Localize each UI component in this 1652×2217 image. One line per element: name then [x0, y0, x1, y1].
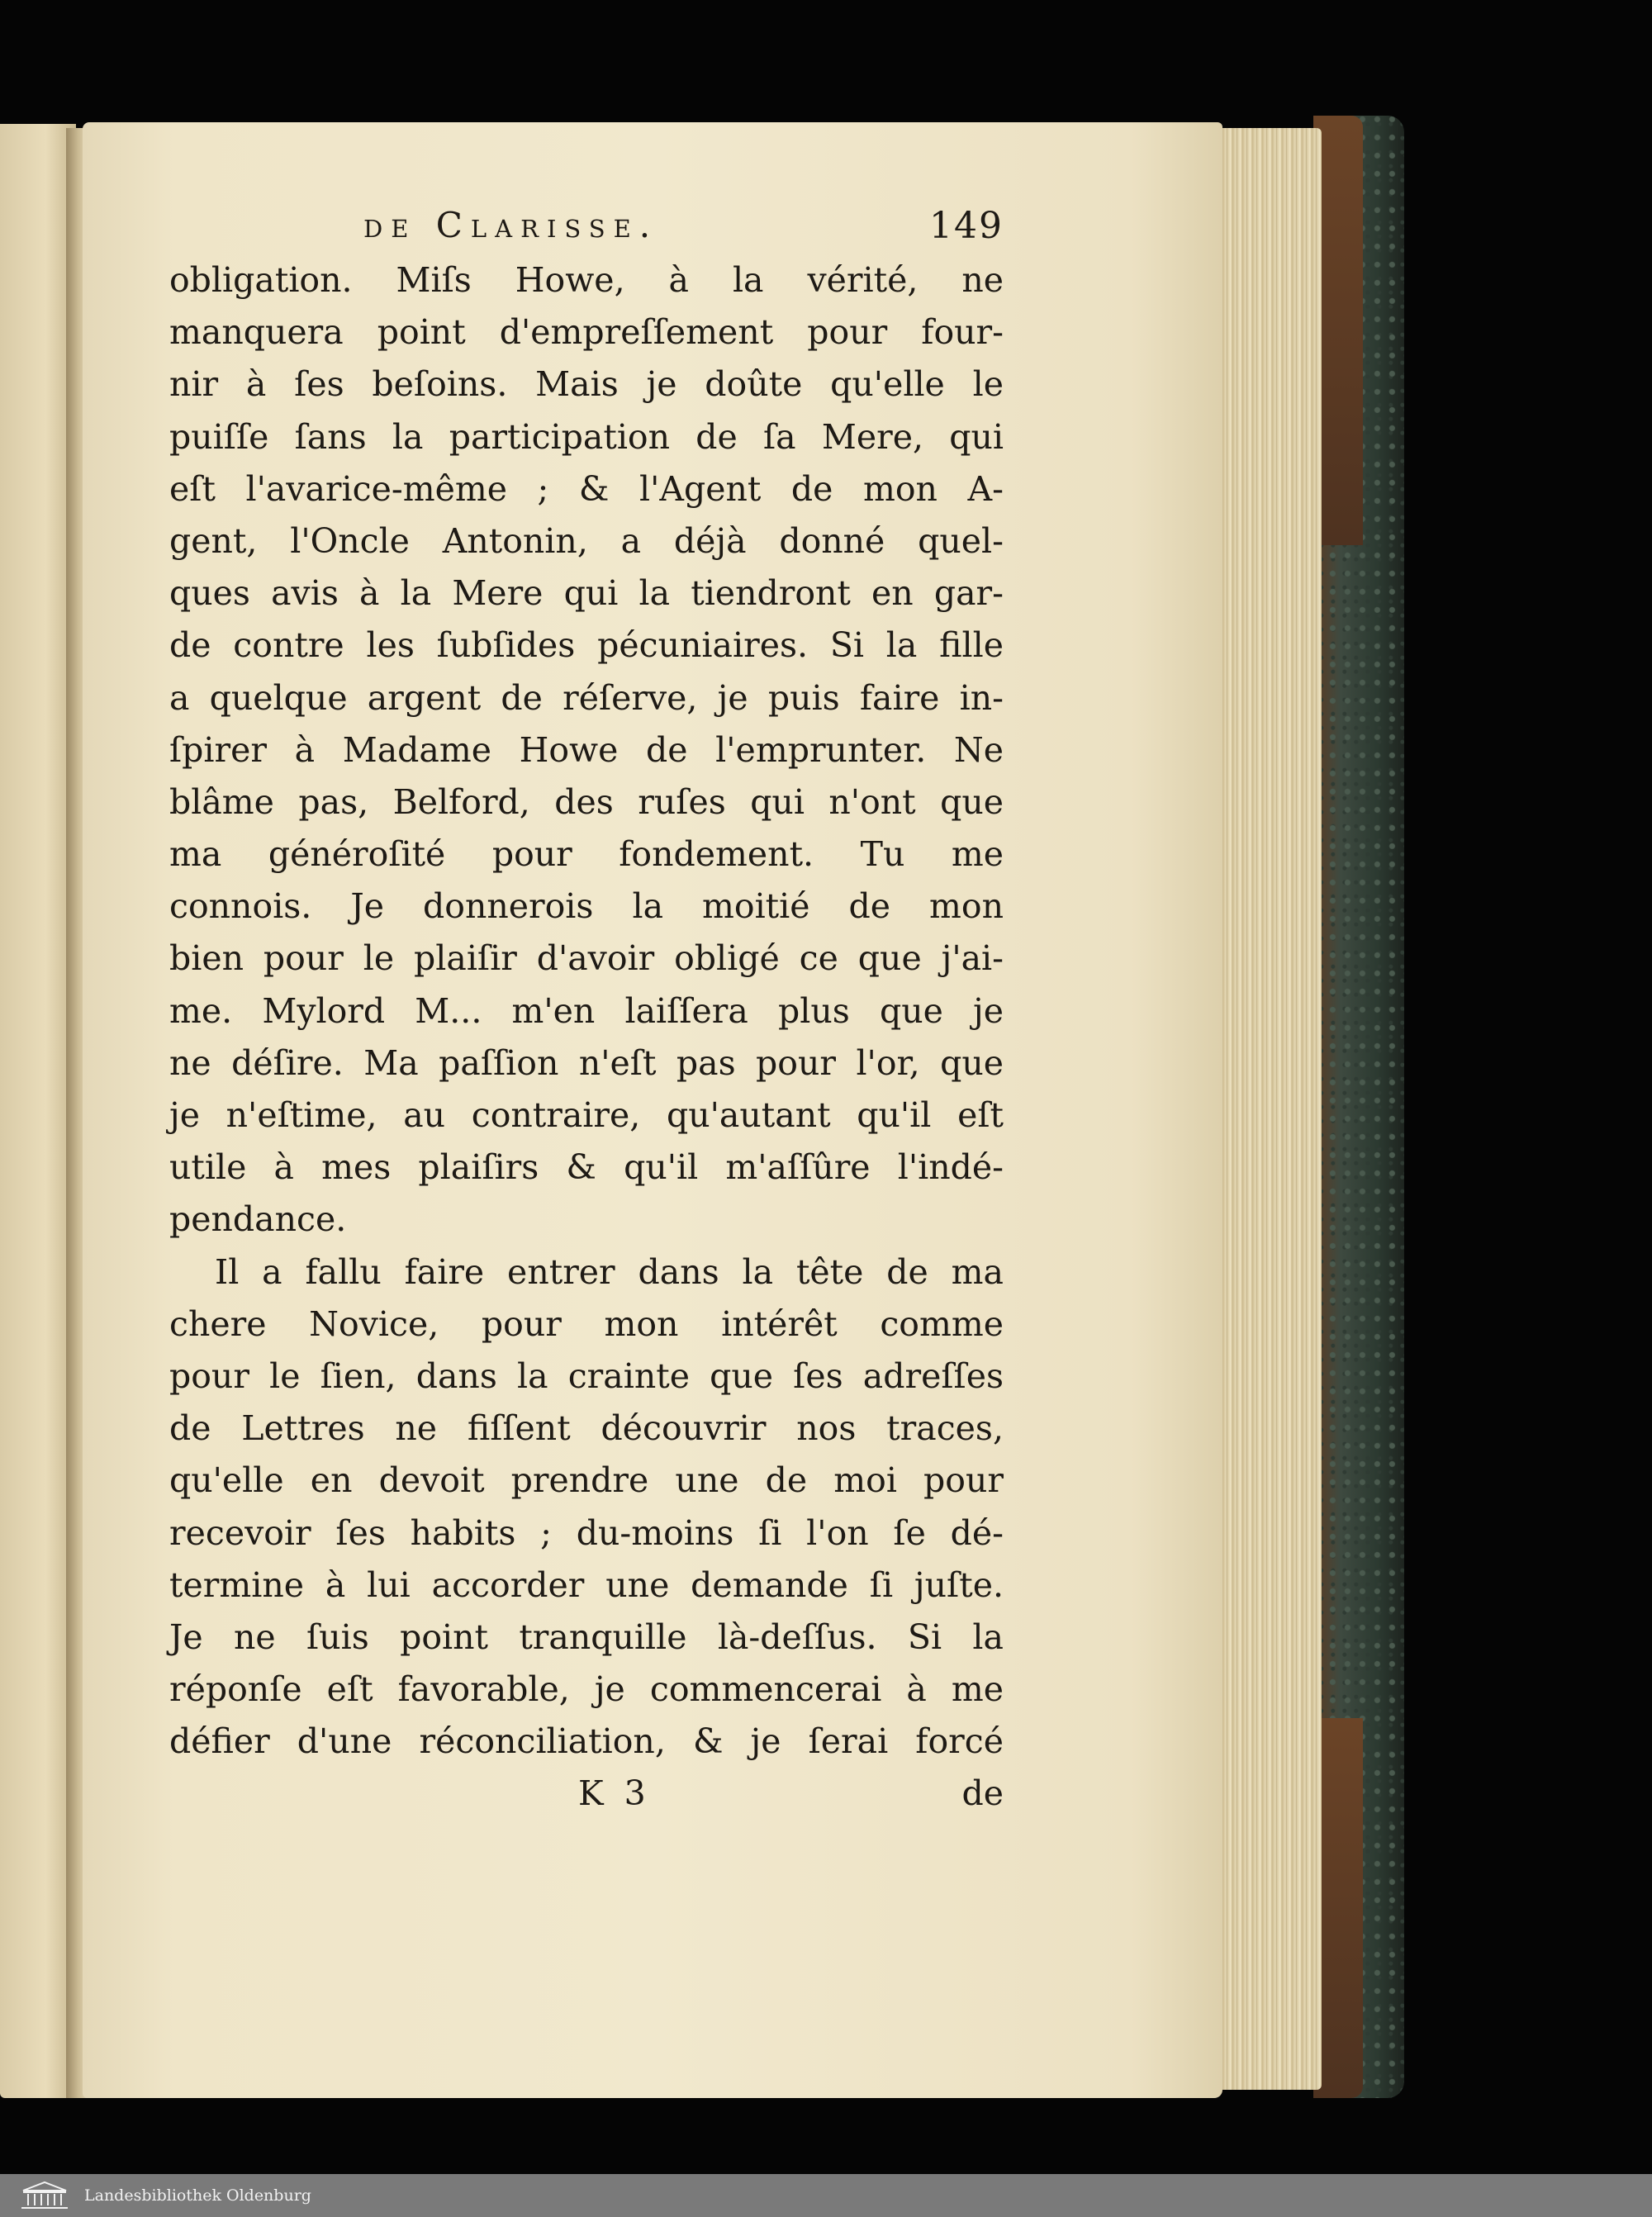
text-line: connois. Je donnerois la moitié de mon — [169, 886, 1004, 927]
catchword: de — [961, 1773, 1004, 1814]
text-line: blâme pas, Belford, des ruſes qui n'ont que — [169, 781, 1004, 822]
text-line: je n'eſtime, au contraire, qu'autant qu'il eſt — [169, 1095, 1004, 1135]
text-line: qu'elle en devoit prendre une de moi pour — [169, 1460, 1004, 1501]
library-footer-bar — [0, 2174, 1652, 2217]
text-line: ques avis à la Mere qui la tiendront en gar- — [169, 573, 1004, 614]
signature-mark: K 3 — [578, 1773, 651, 1814]
text-line: défier d'une réconciliation, & je ſerai forcé — [169, 1721, 1004, 1762]
text-line: recevoir ſes habits ; du-moins ſi l'on ſe dé- — [169, 1512, 1004, 1553]
text-line: pour le ſien, dans la crainte que ſes adreſſes — [169, 1355, 1004, 1396]
text-line: chere Novice, pour mon intérêt comme — [169, 1303, 1004, 1344]
running-head-title: de Clarisse. — [363, 205, 659, 245]
running-head — [169, 197, 1004, 254]
text-line: de contre les ſubſides pécuniaires. Si la fille — [169, 625, 1004, 666]
text-line: eſt l'avarice-même ; & l'Agent de mon A- — [169, 468, 1004, 509]
text-line: a quelque argent de réſerve, je puis faire in- — [169, 677, 1004, 718]
text-line: ſpirer à Madame Howe de l'emprunter. Ne — [169, 729, 1004, 770]
text-line: puiſſe ſans la participation de ſa Mere, qui — [169, 416, 1004, 457]
text-line: utile à mes plaiſirs & qu'il m'aſſûre l'indé- — [169, 1147, 1004, 1188]
text-line: de Lettres ne fiſſent découvrir nos traces, — [169, 1408, 1004, 1449]
text-line: bien pour le plaiſir d'avoir obligé ce que j'ai- — [169, 938, 1004, 979]
text-line: obligation. Miſs Howe, à la vérité, ne — [169, 260, 1004, 300]
text-line: manquera point d'empreſſement pour four- — [169, 312, 1004, 353]
paragraph-start-line: Il a fallu faire entrer dans la tête de ma — [215, 1251, 1004, 1292]
left-page-edge — [0, 124, 76, 2098]
text-line: pendance. — [169, 1199, 347, 1240]
text-line: gent, l'Oncle Antonin, a déjà donné quel- — [169, 520, 1004, 561]
library-building-icon — [20, 2181, 69, 2210]
text-line: termine à lui accorder une demande ſi juſte. — [169, 1564, 1004, 1605]
text-line: réponſe eſt favorable, je commencerai à me — [169, 1669, 1004, 1710]
text-line: ma généroſité pour fondement. Tu me — [169, 834, 1004, 875]
text-line: nir à ſes beſoins. Mais je doûte qu'elle le — [169, 364, 1004, 405]
page-footer-line — [169, 1768, 1004, 1820]
page-text-block — [169, 197, 1004, 1820]
text-line: ne déſire. Ma paſſion n'eſt pas pour l'or, que — [169, 1042, 1004, 1083]
text-line: Je ne ſuis point tranquille là-deſſus. Si la — [169, 1616, 1004, 1657]
library-name: Landesbibliothek Oldenburg — [84, 2186, 311, 2205]
page-number: 149 — [929, 205, 1004, 247]
text-line: me. Mylord M... m'en laiſſera plus que je — [169, 990, 1004, 1031]
